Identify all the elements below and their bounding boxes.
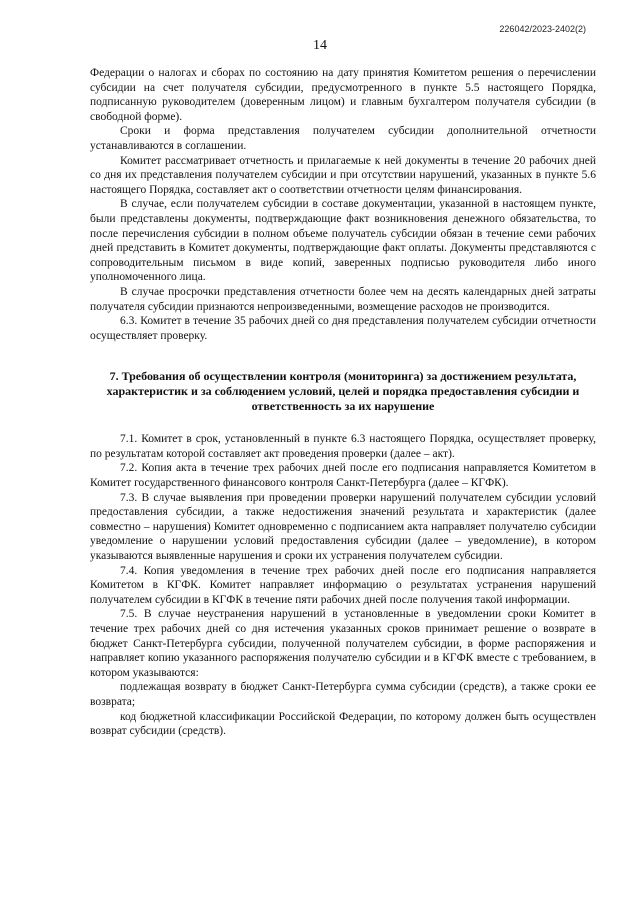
paragraph: 6.3. Комитет в течение 35 рабочих дней со дня представления получателем субсидии отчетности осуществляет проверку.: [90, 315, 596, 342]
paragraph: код бюджетной классификации Российской Федерации, по которому должен быть осуществлен возврат субсидии (средств).: [90, 710, 596, 738]
paragraph: подлежащая возврату в бюджет Санкт-Петербурга сумма субсидии (средств), а также сроки ее возврата;: [90, 681, 596, 708]
page-number: 14: [313, 38, 327, 53]
paragraph: 7.2. Копия акта в течение трех рабочих дней после его подписания направляется Комитетом в Комитет государственного финансового контроля Санкт-Петербурга (далее – КГФК).: [90, 462, 596, 490]
paragraph: Комитет рассматривает отчетность и прилагаемые к ней документы в течение 20 рабочих дней со дня их представления получателем субсидии и при отсутствии нарушений, указанных в пункте 5.6 настоящего Порядка, составляет акт о соответствии отчетности целям финансирования.: [90, 154, 596, 196]
paragraph: В случае просрочки представления отчетности более чем на десять календарных дней затраты получателя субсидии признаются непроизведенными, возмещение расходов не производится.: [90, 285, 596, 313]
section-heading: 7. Требования об осуществлении контроля (мониторинга) за достижением результата, характеристик и за соблюдением условий, целей и порядка предоставления субсидии и ответственность за их нарушение: [106, 369, 580, 414]
document-number: 226042/2023-2402(2): [499, 24, 586, 34]
document-body: [90, 66, 596, 739]
paragraph: 7.4. Копия уведомления в течение трех рабочих дней после его подписания направляется Комитетом в КГФК. Комитет направляет информацию о результатах устранения нарушений получателем субсидии в КГФК в течение пяти рабочих дней после получения такой информации.: [90, 564, 596, 606]
paragraph: 7.5. В случае неустранения нарушений в установленные в уведомлении сроки Комитет в течение трех рабочих дней со дня истечения указанных сроков принимает решение о возврате в бюджет Санкт-Петербурга субсидии, полученной получателем субсидии, в форме распоряжения и направляет копию указанного распоряжения получателю субсидии и в КГФК вместе с требованием, в котором указываются:: [90, 608, 596, 679]
paragraph: Сроки и форма представления получателем субсидии дополнительной отчетности устанавливаются в соглашении.: [90, 125, 596, 152]
paragraph: Федерации о налогах и сборах по состоянию на дату принятия Комитетом решения о перечислении субсидии на счет получателя субсидии, предусмотренного в пункте 5.5 настоящего Порядка, подписанную руководителем (доверенным лицом) и главным бухгалтером получателя субсидии (в свободной форме).: [90, 67, 596, 123]
paragraph: 7.3. В случае выявления при проведении проверки нарушений получателем субсидии условий предоставления субсидии, а также недостижения значений результата и характеристик (далее совместно – нарушения) Комитет одновременно с подписанием акта направляет получателю субсидии уведомление о нарушении условий предоставления субсидии (далее – уведомление), в котором указываются выявленные нарушения и сроки их устранения получателем субсидии.: [90, 491, 596, 563]
paragraph: В случае, если получателем субсидии в составе документации, указанной в настоящем пункте, были представлены документы, подтверждающие факт возникновения денежного обязательства, то после перечисления субсидии в полном объеме получатель субсидии обязан в течение семи рабочих дней представить в Комитет документы, подтверждающие факт оплаты. Документы представляются с сопроводительным письмом в виде копий, заверенных подписью руководителя либо иного уполномоченного лица.: [90, 198, 596, 284]
paragraph: 7.1. Комитет в срок, установленный в пункте 6.3 настоящего Порядка, осуществляет проверку, по результатам которой составляет акт проведения проверки (далее – акт).: [90, 433, 596, 460]
